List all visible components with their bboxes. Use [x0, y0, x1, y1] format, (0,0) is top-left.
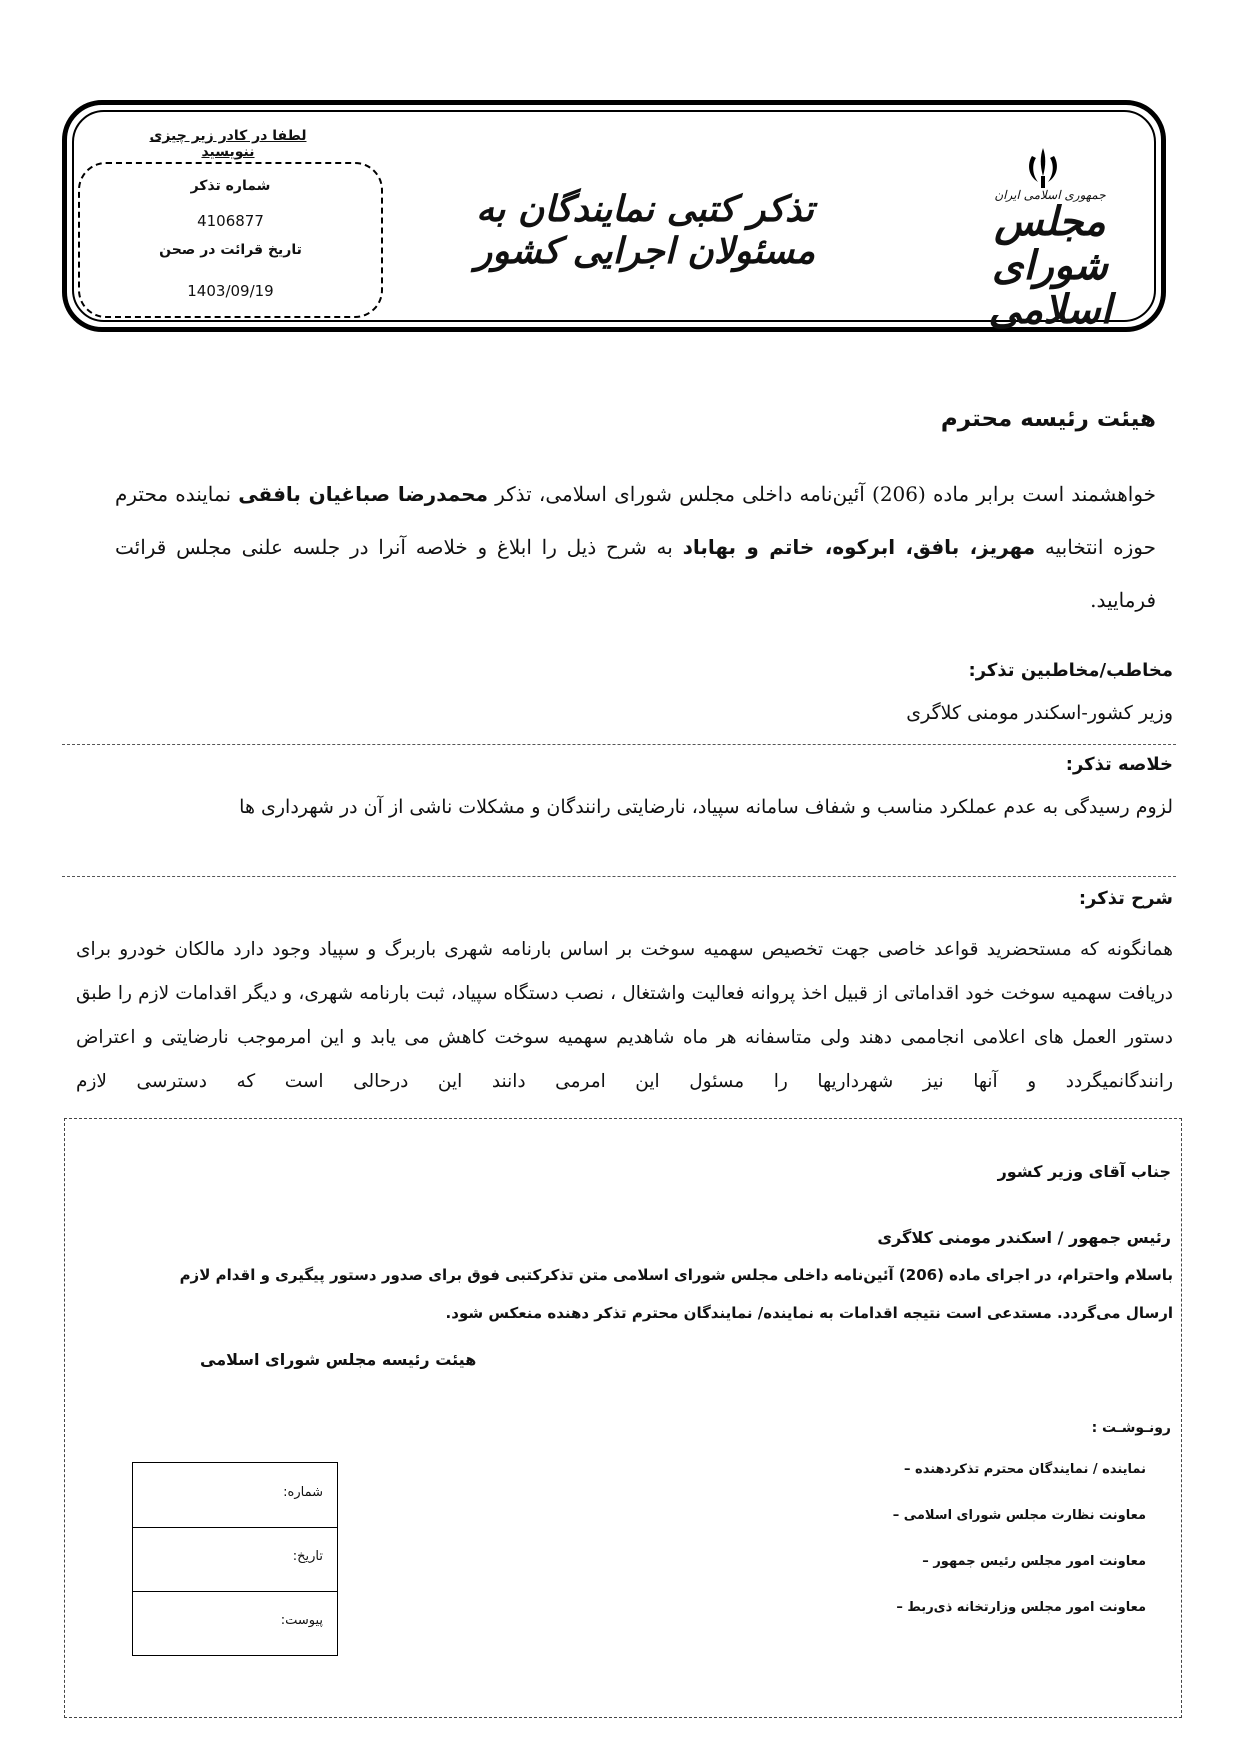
logo-subtitle: جمهوری اسلامی ایران	[994, 188, 1106, 202]
reg-number-label: شماره تذکر	[190, 178, 271, 194]
intro-part-2: نماینده محترم حوزه انتخابیه	[115, 482, 1157, 559]
referral-to: جناب آقای وزیر کشور	[997, 1162, 1171, 1181]
document-title: تذکر کتبی نمایندگان به مسئولان اجرایی کشور	[474, 188, 816, 272]
description-text: همانگونه که مستحضرید قواعد خاصی جهت تخصیص سهمیه سوخت بر اساس بارنامه شهری باربرگ و سپیاد وجود دارد مالکان خودرو برای دریافت سهمیه سوخت خود اقداماتی از قبیل اخذ پروانه فعالیت واشتغال ، نصب دستگاه سپیاد، ثبت بارنامه شهری، و دیگر اقدامات لازم را طبق دستور العمل های اعلامی انجاممی دهند ولی متاسفانه هر ماه شاهدیم سهمیه سوخت کاهش می یابد و این امرموجب نارضایتی و اعتراض رانندگانمیگردد و آنها نیز شهرداریها را مسئول این امرمی دانند این درحالی است که دسترسی لازم	[76, 939, 1173, 1092]
intro-part-1: خواهشمند است برابر ماده (206) آئین‌نامه داخلی مجلس شورای اسلامی، تذکر	[495, 482, 1157, 506]
cc-item: معاونت امور مجلس رئیس جمهور –	[922, 1554, 1146, 1569]
iran-emblem-icon	[1024, 146, 1062, 190]
summary-heading: خلاصه تذکر:	[1065, 754, 1173, 775]
referral-signature: هیئت رئیسه مجلس شورای اسلامی	[200, 1350, 477, 1369]
attachment-label: پیوست:	[280, 1613, 323, 1628]
reading-date: 1403/09/19	[187, 282, 274, 300]
addressee-value: وزیر کشور-اسکندر مومنی کلاگری	[906, 702, 1173, 724]
divider	[62, 876, 1176, 877]
no-write-hint: لطفا در کادر زیر چیزی ننویسید	[149, 128, 307, 160]
cc-heading: رونـوشـت :	[1091, 1420, 1171, 1436]
reading-date-label: تاریخ قرائت در صحن	[159, 242, 302, 258]
intro-part-3: به شرح ذیل را ابلاغ و خلاصه آنرا در جلسه علنی مجلس قرائت فرمایید.	[115, 535, 1156, 612]
table-row	[133, 1591, 337, 1655]
districts: مهریز، بافق، ابرکوه، خاتم و بهاباد	[682, 535, 1036, 559]
representative-name: محمدرضا صباغیان بافقی	[238, 482, 488, 506]
divider	[62, 744, 1176, 745]
addressee-heading: مخاطب/مخاطبین تذکر:	[968, 660, 1173, 681]
summary-value: لزوم رسیدگی به عدم عملکرد مناسب و شفاف سامانه سپیاد، نارضایتی رانندگان و مشکلات ناشی از آن در شهرداری ها	[239, 796, 1173, 818]
intro-paragraph	[115, 468, 1156, 627]
referral-body: باسلام واحترام، در اجرای ماده (206) آئین‌نامه داخلی مجلس شورای اسلامی متن تذکرکتبی فوق برای صدور دستور پیگیری و اقدام لازم ارسال می‌گردد. مستدعی است نتیجه اقدامات به نماینده/ نمایندگان محترم تذکر دهنده منعکس شود.	[179, 1266, 1173, 1322]
cc-item: معاونت نظارت مجلس شورای اسلامی –	[893, 1508, 1146, 1523]
registration-table	[132, 1462, 338, 1656]
registration-box	[78, 162, 383, 318]
cc-item: معاونت امور مجلس وزارتخانه ذی‌ربط –	[896, 1600, 1146, 1615]
description-heading: شرح تذکر:	[1078, 888, 1173, 909]
reg-number: 4106877	[197, 212, 264, 230]
parliament-logo-text: مجلس شورای اسلامی	[988, 198, 1112, 333]
cc-item: نماینده / نمایندگان محترم تذکردهنده –	[904, 1462, 1146, 1477]
number-label: شماره:	[283, 1485, 323, 1500]
referral-title: رئیس جمهور / اسکندر مومنی کلاگری	[877, 1228, 1171, 1247]
table-row	[133, 1463, 337, 1528]
table-row	[133, 1527, 337, 1592]
salutation: هیئت رئیسه محترم	[940, 406, 1156, 432]
date-label: تاریخ:	[292, 1549, 323, 1564]
